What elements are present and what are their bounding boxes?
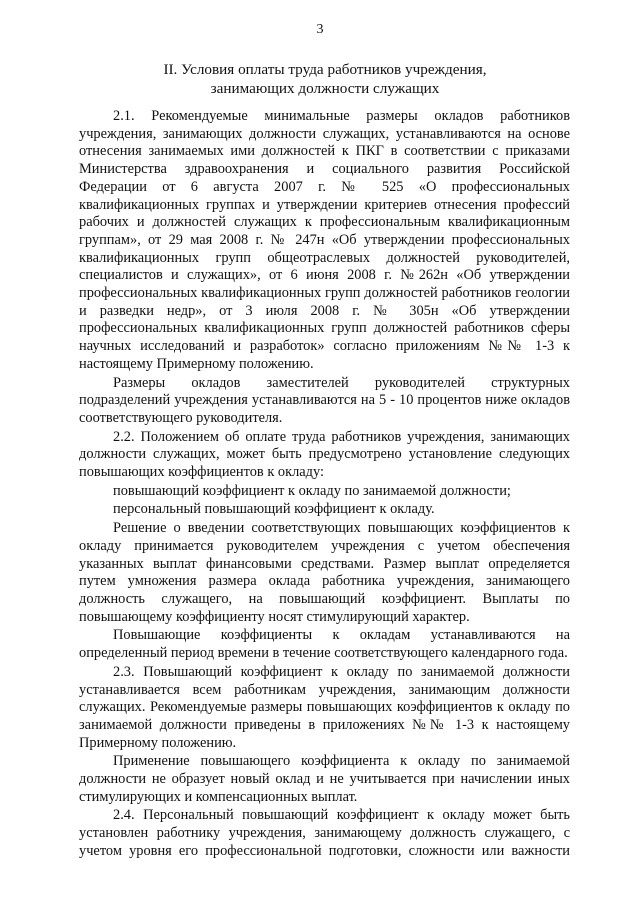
paragraph-2-1: 2.1. Рекомендуемые минимальные размеры окладов работников учреждения, занимающих должности служащих, устанавливаются на основе отнесения занимаемых ими должностей к ПКГ в соответствии с приказами Министерства здравоохранения и социального развития Российской Федерации от 6 августа 2007 г. № 525 «О профессиональных квалификационных группах и утверждении критериев отнесения профессий рабочих и должностей служащих к профессиональным квалификационным группам», от 29 мая 2008 г. № 247н «Об утверждении профессиональных квалификационных групп общеотраслевых должностей руководителей, специалистов и служащих», от 6 июня 2008 г. №262н «Об утверждении профессиональных квалификационных групп должностей работников геологии и разведки недр», от 3 июля 2008 г. № 305н «Об утверждении профессиональных квалификационных групп должностей работников сферы научных исследований и разработок» согласно приложениям №№ 1-3 к настоящему Примерному положению. [79, 108, 570, 372]
paragraph-period: Повышающие коэффициенты к окладам устанавливаются на определенный период времени в течение соответствующего календарного года. [79, 627, 570, 662]
body-text [79, 108, 570, 862]
paragraph-decision: Решение о введении соответствующих повышающих коэффициентов к окладу принимается руководителем учреждения с учетом обеспечения указанных выплат финансовыми средствами. Размер выплат определяется путем умножения размера оклада работника учреждения, занимающего должность служащего, на повышающий коэффициент. Выплаты по повышающему коэффициенту носят стимулирующий характер. [79, 520, 570, 625]
list-item-position-coefficient: повышающий коэффициент к окладу по занимаемой должности; [113, 482, 511, 499]
paragraph-2-3: 2.3. Повышающий коэффициент к окладу по занимаемой должности устанавливается всем работникам учреждения, занимающим должности служащих. Рекомендуемые размеры повышающих коэффициентов к окладу по занимаемой должности приведены в приложениях №№ 1-3 к настоящему Примерному положению. [79, 663, 570, 751]
paragraph-2-4: 2.4. Персональный повышающий коэффициент к окладу может быть установлен работнику учреждения, занимающему должность служащего, с учетом уровня его профессиональной подготовки, сложности или важности [79, 807, 570, 859]
paragraph-application: Применение повышающего коэффициента к окладу по занимаемой должности не образует новый оклад и не учитывается при начислении иных стимулирующих и компенсационных выплат. [79, 753, 570, 805]
section-heading [100, 60, 550, 98]
section-heading-line-2: занимающих должности служащих [210, 80, 440, 97]
section-heading-line-1: II. Условия оплаты труда работников учреждения, [163, 61, 487, 78]
paragraph-2-2: 2.2. Положением об оплате труда работников учреждения, занимающих должности служащих, может быть предусмотрено установление следующих повышающих коэффициентов к окладу: [79, 428, 570, 481]
list-item-personal-coefficient: персональный повышающий коэффициент к окладу. [113, 501, 435, 518]
paragraph-deputy-salaries: Размеры окладов заместителей руководителей структурных подразделений учреждения устанавливаются на 5 - 10 процентов ниже окладов соответствующего руководителя. [79, 374, 570, 426]
page-number: 3 [316, 22, 324, 37]
